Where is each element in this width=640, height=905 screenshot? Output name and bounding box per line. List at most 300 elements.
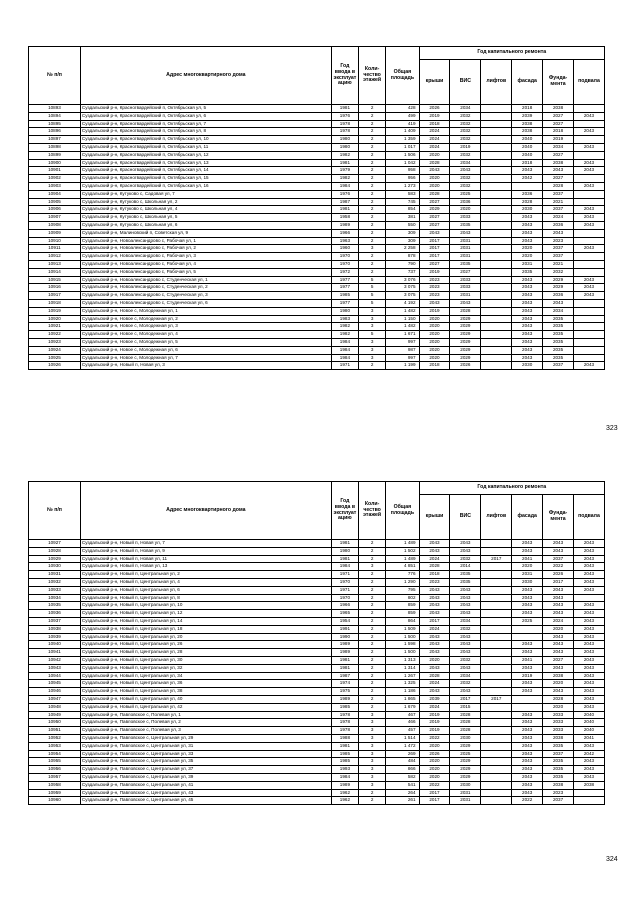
area: 1 865 — [386, 695, 419, 703]
table-row — [29, 190, 605, 198]
area: 737 — [386, 268, 419, 276]
basement-year: 2043 — [574, 688, 605, 696]
table-row — [29, 649, 605, 657]
roof-year: 2018 — [419, 120, 450, 128]
floors: 2 — [359, 260, 386, 268]
address: Суздальский р-н, Красногвардейский п, Октябрьская ул, 11 — [80, 143, 331, 151]
basement-year — [574, 190, 605, 198]
build-year: 1966 — [331, 229, 358, 237]
table-row — [29, 734, 605, 742]
area: 1 325 — [386, 680, 419, 688]
row-number: 10903 — [29, 182, 81, 190]
facade-year: 2025 — [512, 617, 543, 625]
header-facade: фасада — [512, 495, 543, 540]
facade-year: 2043 — [512, 547, 543, 555]
row-number: 10933 — [29, 586, 81, 594]
area: 987 — [386, 346, 419, 354]
address: Суздальский р-н, Новый п, Центральная ул, 32 — [80, 664, 331, 672]
build-year: 1972 — [331, 268, 358, 276]
table-row — [29, 750, 605, 758]
address: Суздальский р-н, Павловское с, Центральная ул, 35 — [80, 758, 331, 766]
lift-year — [481, 594, 512, 602]
facade-year: 2043 — [512, 354, 543, 362]
build-year: 1989 — [331, 641, 358, 649]
foundation-year: 2043 — [543, 610, 574, 618]
roof-year: 2043 — [419, 594, 450, 602]
header-foundation: Фунда-мента — [543, 495, 574, 540]
basement-year: 2042 — [574, 750, 605, 758]
facade-year: 2030 — [512, 578, 543, 586]
lift-year — [481, 112, 512, 120]
roof-year: 2028 — [419, 563, 450, 571]
roof-year: 2017 — [419, 237, 450, 245]
table-row — [29, 346, 605, 354]
basement-year: 2043 — [574, 578, 605, 586]
vis-year: 2035 — [450, 221, 481, 229]
vis-year: 2033 — [450, 284, 481, 292]
lift-year — [481, 237, 512, 245]
facade-year: 2043 — [512, 346, 543, 354]
basement-year — [574, 237, 605, 245]
foundation-year: 2035 — [543, 338, 574, 346]
roof-year: 2043 — [419, 229, 450, 237]
roof-year: 2020 — [419, 346, 450, 354]
facade-year: 2043 — [512, 727, 543, 735]
table-row — [29, 253, 605, 261]
row-number: 10958 — [29, 781, 81, 789]
foundation-year: 2034 — [543, 307, 574, 315]
foundation-year: 2033 — [543, 711, 574, 719]
facade-year — [512, 625, 543, 633]
lift-year — [481, 354, 512, 362]
facade-year: 2040 — [512, 151, 543, 159]
area: 956 — [386, 175, 419, 183]
foundation-year: 2043 — [543, 602, 574, 610]
foundation-year: 2038 — [543, 672, 574, 680]
roof-year: 2028 — [419, 159, 450, 167]
basement-year — [574, 198, 605, 206]
lift-year — [481, 664, 512, 672]
roof-year: 2019 — [419, 719, 450, 727]
floors: 2 — [359, 151, 386, 159]
basement-year — [574, 299, 605, 307]
floors: 2 — [359, 680, 386, 688]
build-year: 1981 — [331, 159, 358, 167]
floors: 2 — [359, 136, 386, 144]
basement-year: 2043 — [574, 214, 605, 222]
facade-year: 2020 — [512, 253, 543, 261]
table-row — [29, 680, 605, 688]
build-year: 1982 — [331, 331, 358, 339]
area: 1 482 — [386, 307, 419, 315]
lift-year: 2017 — [481, 555, 512, 563]
foundation-year: 2037 — [543, 797, 574, 805]
facade-year: 2043 — [512, 610, 543, 618]
vis-year: 2031 — [450, 253, 481, 261]
basement-year: 2043 — [574, 112, 605, 120]
table-row — [29, 571, 605, 579]
row-number: 10951 — [29, 727, 81, 735]
roof-year: 2020 — [419, 354, 450, 362]
foundation-year: 2035 — [543, 346, 574, 354]
vis-year: 2032 — [450, 112, 481, 120]
area: 1 489 — [386, 540, 419, 548]
floors: 3 — [359, 354, 386, 362]
area: 381 — [386, 214, 419, 222]
facade-year: 2038 — [512, 120, 543, 128]
table-row — [29, 656, 605, 664]
floors: 2 — [359, 540, 386, 548]
area: 309 — [386, 237, 419, 245]
basement-year — [574, 346, 605, 354]
address: Суздальский р-н, Новый п, Центральная ул, 42 — [80, 703, 331, 711]
lift-year — [481, 151, 512, 159]
address: Суздальский р-н, Павловское с, Центральная ул, 37 — [80, 766, 331, 774]
floors: 2 — [359, 120, 386, 128]
row-number: 10928 — [29, 547, 81, 555]
housing-repair-table — [28, 46, 605, 370]
basement-year: 2043 — [574, 586, 605, 594]
address: Суздальский р-н, Новый п, Новая ул, 11 — [80, 555, 331, 563]
lift-year — [481, 672, 512, 680]
build-year: 1971 — [331, 571, 358, 579]
facade-year — [512, 703, 543, 711]
roof-year: 2028 — [419, 672, 450, 680]
lift-year — [481, 229, 512, 237]
lift-year — [481, 734, 512, 742]
row-number: 10949 — [29, 711, 81, 719]
build-year: 1977 — [331, 276, 358, 284]
basement-year: 2043 — [574, 672, 605, 680]
facade-year: 2043 — [512, 773, 543, 781]
row-number: 10902 — [29, 175, 81, 183]
facade-year: 2043 — [512, 292, 543, 300]
foundation-year: 2043 — [543, 229, 574, 237]
area: 997 — [386, 354, 419, 362]
vis-year: 2015 — [450, 703, 481, 711]
row-number: 10940 — [29, 641, 81, 649]
build-year: 1980 — [331, 547, 358, 555]
lift-year — [481, 245, 512, 253]
header-floors: Коли-чество этажей — [359, 482, 386, 540]
facade-year: 2042 — [512, 175, 543, 183]
build-year: 1971 — [331, 586, 358, 594]
vis-year: 2035 — [450, 571, 481, 579]
floors: 2 — [359, 625, 386, 633]
vis-year: 2030 — [450, 734, 481, 742]
address: Суздальский р-н, Новый п, Центральная ул, 12 — [80, 610, 331, 618]
vis-year: 2029 — [450, 323, 481, 331]
row-number: 10948 — [29, 703, 81, 711]
foundation-year: 2043 — [543, 540, 574, 548]
build-year: 1984 — [331, 354, 358, 362]
table-row — [29, 175, 605, 183]
vis-year: 2032 — [450, 625, 481, 633]
build-year: 1977 — [331, 299, 358, 307]
vis-year: 2043 — [450, 610, 481, 618]
basement-year — [574, 315, 605, 323]
facade-year: 2043 — [512, 229, 543, 237]
table-row — [29, 214, 605, 222]
vis-year: 2043 — [450, 664, 481, 672]
facade-year: 2020 — [512, 563, 543, 571]
table-row — [29, 112, 605, 120]
table-row — [29, 292, 605, 300]
roof-year: 2024 — [419, 703, 450, 711]
housing-repair-table — [28, 481, 605, 805]
lift-year — [481, 214, 512, 222]
basement-year — [574, 229, 605, 237]
foundation-year: 2037 — [543, 555, 574, 563]
build-year: 1988 — [331, 734, 358, 742]
address: Суздальский р-н, Новый п, Центральная ул, 36 — [80, 680, 331, 688]
address: Суздальский р-н, Павловское с, Центральная ул, 45 — [80, 797, 331, 805]
area: 4 851 — [386, 563, 419, 571]
table-row — [29, 307, 605, 315]
vis-year: 2032 — [450, 120, 481, 128]
build-year: 1991 — [331, 625, 358, 633]
area: 795 — [386, 586, 419, 594]
build-year: 1979 — [331, 167, 358, 175]
roof-year: 2024 — [419, 625, 450, 633]
table-row — [29, 331, 605, 339]
address: Суздальский р-н, Новое с, Молодежная ул, 6 — [80, 346, 331, 354]
area: 864 — [386, 617, 419, 625]
floors: 3 — [359, 563, 386, 571]
facade-year: 2038 — [512, 128, 543, 136]
foundation-year: 2038 — [543, 734, 574, 742]
facade-year: 2043 — [512, 789, 543, 797]
build-year: 1978 — [331, 711, 358, 719]
row-number: 10954 — [29, 750, 81, 758]
address: Суздальский р-н, Павловское с, Центральная ул, 33 — [80, 750, 331, 758]
floors: 2 — [359, 547, 386, 555]
lift-year — [481, 136, 512, 144]
build-year: 1970 — [331, 253, 358, 261]
row-number: 10952 — [29, 734, 81, 742]
vis-year: 2043 — [450, 594, 481, 602]
table-row — [29, 315, 605, 323]
area: 1 472 — [386, 742, 419, 750]
table-row — [29, 719, 605, 727]
area: 261 — [386, 797, 419, 805]
basement-year — [574, 175, 605, 183]
table-row — [29, 362, 605, 370]
roof-year: 2023 — [419, 276, 450, 284]
basement-year — [574, 268, 605, 276]
table-row — [29, 711, 605, 719]
roof-year: 2043 — [419, 633, 450, 641]
area: 419 — [386, 120, 419, 128]
lift-year — [481, 105, 512, 113]
basement-year: 2043 — [574, 159, 605, 167]
table-row — [29, 354, 605, 362]
build-year: 1974 — [331, 680, 358, 688]
roof-year: 2043 — [419, 602, 450, 610]
facade-year: 2043 — [512, 602, 543, 610]
floors: 5 — [359, 331, 386, 339]
foundation-year: 2022 — [543, 563, 574, 571]
roof-year: 2020 — [419, 175, 450, 183]
foundation-year: 2027 — [543, 175, 574, 183]
vis-year: 2043 — [450, 649, 481, 657]
roof-year: 2043 — [419, 540, 450, 548]
facade-year: 2043 — [512, 711, 543, 719]
foundation-year: 2020 — [543, 625, 574, 633]
row-number: 10921 — [29, 323, 81, 331]
area: 583 — [386, 190, 419, 198]
basement-year — [574, 331, 605, 339]
area: 859 — [386, 610, 419, 618]
address: Суздальский р-н, Новый п, Центральная ул, 14 — [80, 617, 331, 625]
floors: 2 — [359, 221, 386, 229]
build-year: 1970 — [331, 594, 358, 602]
address: Суздальский р-н, Новоалександрово с, Студенческая ул, 6 — [80, 299, 331, 307]
roof-year: 2020 — [419, 315, 450, 323]
table-row — [29, 555, 605, 563]
foundation-year: 2036 — [543, 221, 574, 229]
row-number: 10960 — [29, 797, 81, 805]
facade-year: 2039 — [512, 112, 543, 120]
basement-year: 2043 — [574, 167, 605, 175]
basement-year: 2043 — [574, 571, 605, 579]
vis-year: 2043 — [450, 229, 481, 237]
address: Суздальский р-н, Кутуково с, Школьная ул, 4 — [80, 206, 331, 214]
roof-year: 2023 — [419, 578, 450, 586]
area: 1 290 — [386, 578, 419, 586]
basement-year: 2043 — [574, 641, 605, 649]
address: Суздальский р-н, Новый п, Центральная ул, 20 — [80, 633, 331, 641]
basement-year: 2043 — [574, 143, 605, 151]
floors: 2 — [359, 602, 386, 610]
basement-year: 2043 — [574, 766, 605, 774]
address: Суздальский р-н, Новый п, Центральная ул, 28 — [80, 649, 331, 657]
foundation-year: 2035 — [543, 773, 574, 781]
build-year: 1984 — [331, 346, 358, 354]
roof-year: 2020 — [419, 758, 450, 766]
header-vis: ВИС — [450, 60, 481, 105]
table-row — [29, 766, 605, 774]
address: Суздальский р-н, Новоалександрово с, Студенческая ул, 3 — [80, 292, 331, 300]
lift-year — [481, 641, 512, 649]
floors: 3 — [359, 323, 386, 331]
lift-year — [481, 284, 512, 292]
table-row — [29, 276, 605, 284]
vis-year: 2031 — [450, 797, 481, 805]
basement-year: 2043 — [574, 773, 605, 781]
area: 1 313 — [386, 656, 419, 664]
vis-year: 2029 — [450, 742, 481, 750]
build-year: 1981 — [331, 105, 358, 113]
vis-year: 2043 — [450, 586, 481, 594]
area: 1 509 — [386, 625, 419, 633]
roof-year: 2020 — [419, 766, 450, 774]
roof-year: 2027 — [419, 198, 450, 206]
facade-year: 2018 — [512, 159, 543, 167]
roof-year: 2019 — [419, 268, 450, 276]
foundation-year: 2037 — [543, 206, 574, 214]
foundation-year: 2035 — [543, 742, 574, 750]
roof-year: 2018 — [419, 571, 450, 579]
foundation-year: 2038 — [543, 105, 574, 113]
basement-year: 2043 — [574, 656, 605, 664]
area: 499 — [386, 112, 419, 120]
area: 1 186 — [386, 688, 419, 696]
facade-year: 2031 — [512, 260, 543, 268]
floors: 2 — [359, 578, 386, 586]
basement-year — [574, 253, 605, 261]
row-number: 10909 — [29, 229, 81, 237]
foundation-year: 2026 — [543, 571, 574, 579]
basement-year: 2043 — [574, 742, 605, 750]
address: Суздальский р-н, Новое с, Молодежная ул, 7 — [80, 354, 331, 362]
row-number: 10904 — [29, 190, 81, 198]
row-number: 10927 — [29, 540, 81, 548]
basement-year: 2043 — [574, 362, 605, 370]
row-number: 10930 — [29, 563, 81, 571]
header-year: Год ввода в эксплуат ацию — [331, 47, 358, 105]
floors: 3 — [359, 307, 386, 315]
lift-year — [481, 323, 512, 331]
vis-year: 2025 — [450, 190, 481, 198]
address: Суздальский р-н, Новый п, Центральная ул, 18 — [80, 625, 331, 633]
address: Суздальский р-н, Павловское с, Центральная ул, 41 — [80, 781, 331, 789]
row-number: 10936 — [29, 610, 81, 618]
area: 1 017 — [386, 143, 419, 151]
floors: 3 — [359, 750, 386, 758]
row-number: 10950 — [29, 719, 81, 727]
facade-year: 2030 — [512, 362, 543, 370]
header-facade: фасада — [512, 60, 543, 105]
build-year: 1987 — [331, 672, 358, 680]
build-year: 1958 — [331, 214, 358, 222]
row-number: 10920 — [29, 315, 81, 323]
table-row — [29, 198, 605, 206]
table-row — [29, 237, 605, 245]
area: 3 075 — [386, 292, 419, 300]
basement-year: 2043 — [574, 182, 605, 190]
table-row — [29, 586, 605, 594]
row-number: 10922 — [29, 331, 81, 339]
area: 541 — [386, 781, 419, 789]
header-basement: подвала — [574, 495, 605, 540]
floors: 3 — [359, 711, 386, 719]
build-year: 1977 — [331, 284, 358, 292]
roof-year: 2018 — [419, 362, 450, 370]
vis-year: 2029 — [450, 346, 481, 354]
roof-year: 2020 — [419, 338, 450, 346]
table-row — [29, 221, 605, 229]
build-year: 1970 — [331, 260, 358, 268]
area: 309 — [386, 229, 419, 237]
document-page-324 — [0, 450, 640, 905]
row-number: 10911 — [29, 245, 81, 253]
lift-year — [481, 649, 512, 657]
facade-year: 2041 — [512, 656, 543, 664]
foundation-year: 2027 — [543, 120, 574, 128]
row-number: 10944 — [29, 672, 81, 680]
table-row — [29, 245, 605, 253]
address: Суздальский р-н, Новое с, Молодежная ул, 5 — [80, 338, 331, 346]
basement-year: 2043 — [574, 206, 605, 214]
row-number: 10942 — [29, 656, 81, 664]
roof-year: 2024 — [419, 680, 450, 688]
row-number: 10893 — [29, 105, 81, 113]
area: 1 671 — [386, 331, 419, 339]
lift-year — [481, 797, 512, 805]
row-number: 10959 — [29, 789, 81, 797]
table-row — [29, 128, 605, 136]
